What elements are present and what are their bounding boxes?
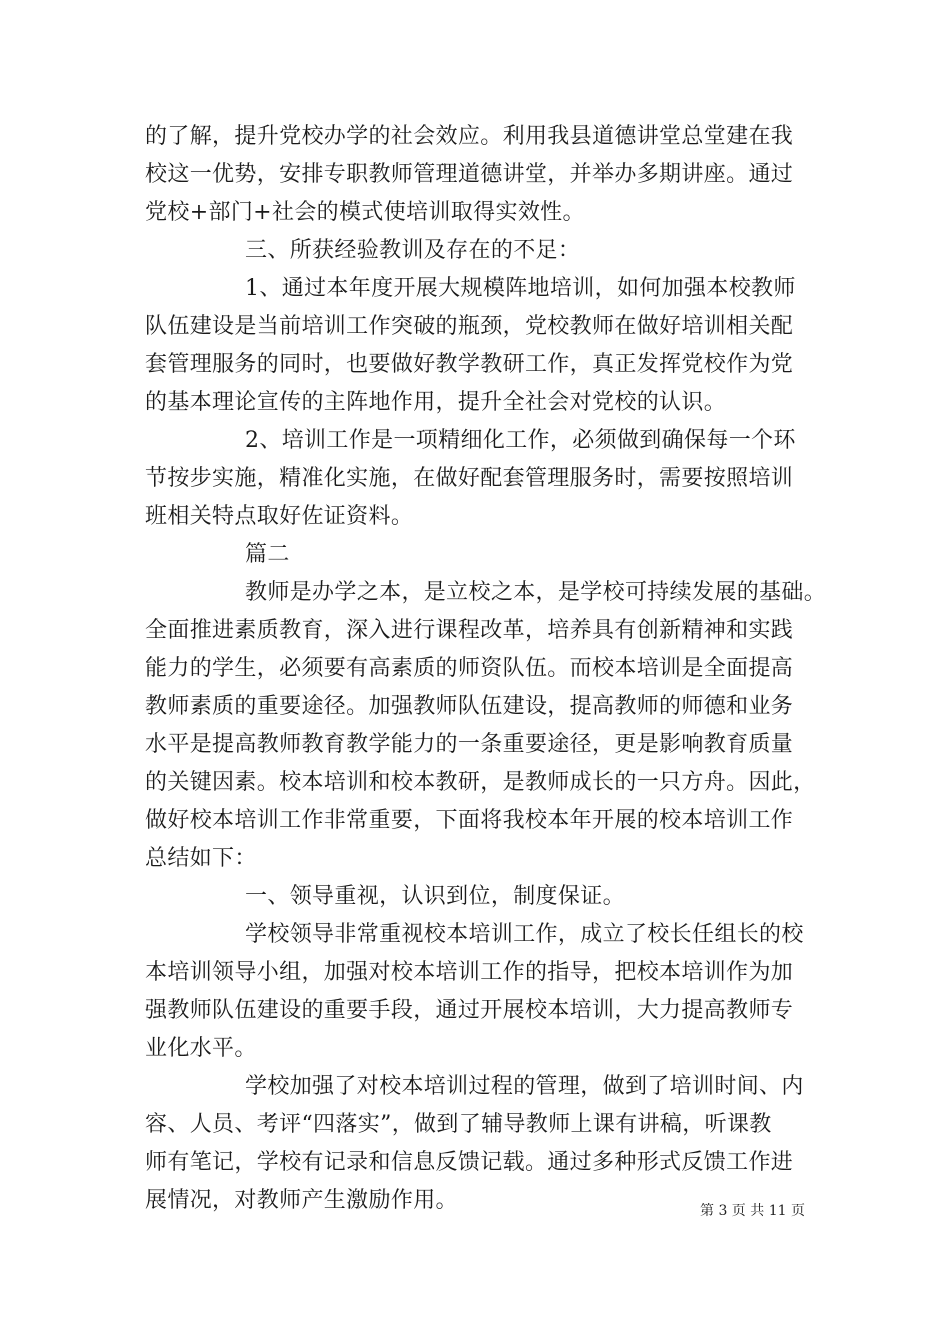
chapter-heading: 篇二 bbox=[245, 542, 290, 567]
text-line: 做好校本培训工作非常重要，下面将我校本年开展的校本培训工作 bbox=[145, 808, 794, 833]
text-line: 水平是提高教师教育教学能力的一条重要途径，更是影响教育质量 bbox=[145, 732, 794, 757]
page-number-footer: 第 3 页 共 11 页 bbox=[700, 1203, 805, 1219]
text-line: 业化水平。 bbox=[145, 1036, 257, 1061]
text-line: 的基本理论宣传的主阵地作用，提升全社会对党校的认识。 bbox=[145, 390, 727, 415]
text-line: 容、人员、考评“四落实”，做到了辅导教师上课有讲稿，听课教 bbox=[145, 1112, 772, 1137]
text-line: 教师素质的重要途径。加强教师队伍建设，提高教师的师德和业务 bbox=[145, 694, 794, 719]
section-heading: 三、所获经验教训及存在的不足： bbox=[245, 238, 581, 263]
text-line: 师有笔记，学校有记录和信息反馈记载。通过多种形式反馈工作进 bbox=[145, 1150, 794, 1175]
text-line: 党校+部门+社会的模式使培训取得实效性。 bbox=[145, 200, 585, 225]
text-line: 能力的学生，必须要有高素质的师资队伍。而校本培训是全面提高 bbox=[145, 656, 794, 681]
text-line: 的了解，提升党校办学的社会效应。利用我县道德讲堂总堂建在我 bbox=[145, 124, 794, 149]
text-line: 班相关特点取好佐证资料。 bbox=[145, 504, 414, 529]
paragraph-start: 2、培训工作是一项精细化工作，必须做到确保每一个环 bbox=[245, 428, 796, 453]
text-line: 强教师队伍建设的重要手段，通过开展校本培训，大力提高教师专 bbox=[145, 998, 794, 1023]
document-body bbox=[145, 118, 827, 1220]
text-line: 总结如下： bbox=[145, 846, 257, 871]
text-line: 本培训领导小组，加强对校本培训工作的指导，把校本培训作为加 bbox=[145, 960, 794, 985]
text-line: 的关键因素。校本培训和校本教研，是教师成长的一只方舟。因此， bbox=[145, 770, 816, 795]
text-line: 全面推进素质教育，深入进行课程改革，培养具有创新精神和实践 bbox=[145, 618, 794, 643]
section-heading: 一、领导重视，认识到位，制度保证。 bbox=[245, 884, 625, 909]
paragraph-start: 1、通过本年度开展大规模阵地培训，如何加强本校教师 bbox=[245, 276, 796, 301]
paragraph-start: 学校加强了对校本培训过程的管理，做到了培训时间、内 bbox=[245, 1074, 804, 1099]
text-line: 队伍建设是当前培训工作突破的瓶颈，党校教师在做好培训相关配 bbox=[145, 314, 794, 339]
paragraph-start: 学校领导非常重视校本培训工作，成立了校长任组长的校 bbox=[245, 922, 804, 947]
text-line: 校这一优势，安排专职教师管理道德讲堂，并举办多期讲座。通过 bbox=[145, 162, 794, 187]
text-line: 节按步实施，精准化实施，在做好配套管理服务时，需要按照培训 bbox=[145, 466, 794, 491]
text-line: 套管理服务的同时，也要做好教学教研工作，真正发挥党校作为党 bbox=[145, 352, 794, 377]
paragraph-start: 教师是办学之本，是立校之本，是学校可持续发展的基础。 bbox=[245, 580, 827, 605]
text-line: 展情况，对教师产生激励作用。 bbox=[145, 1188, 458, 1213]
